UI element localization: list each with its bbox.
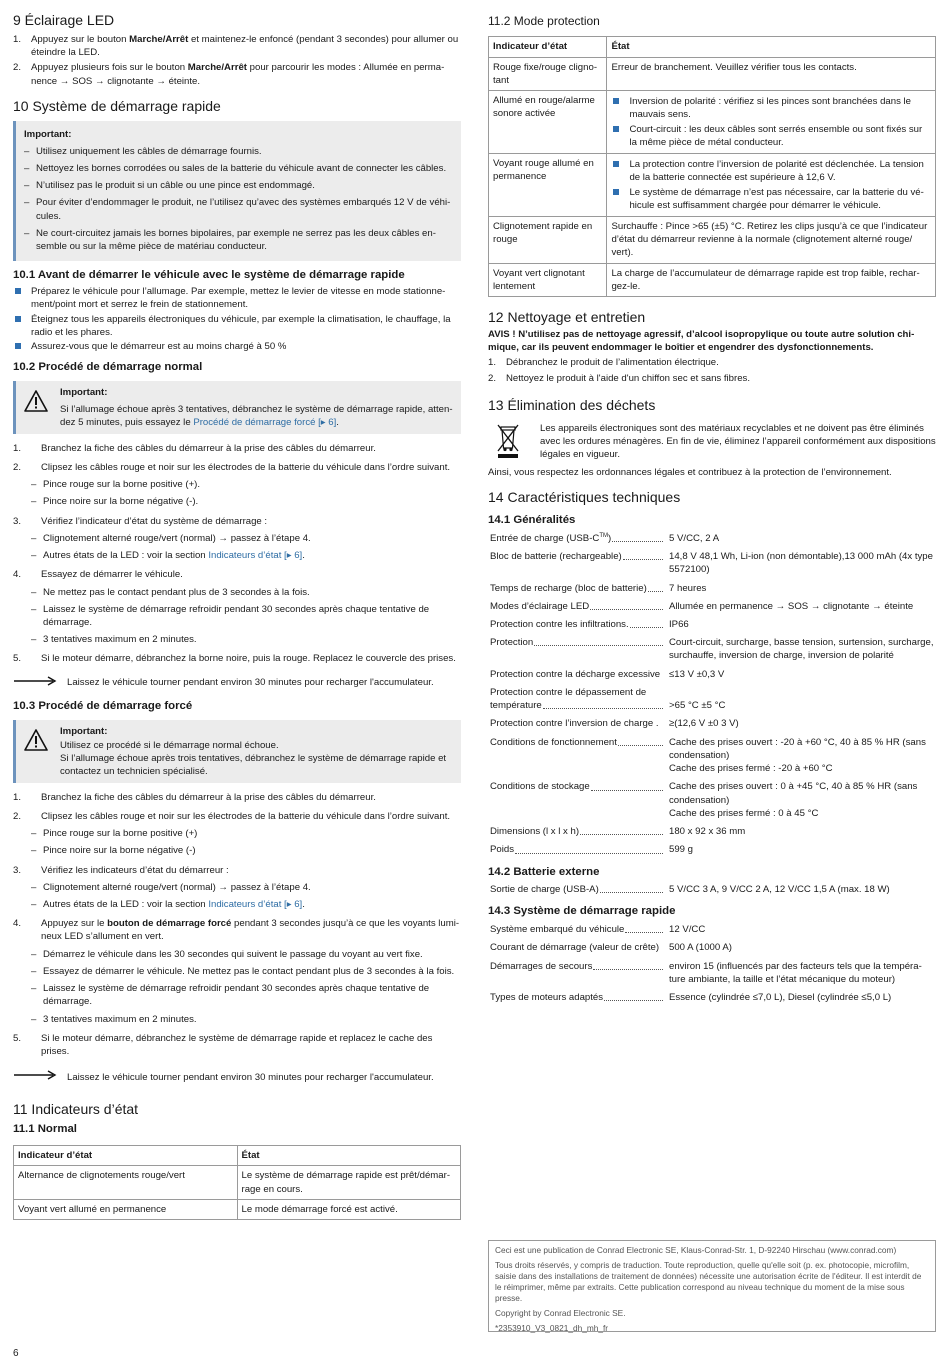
- sub-step: – Pince rouge sur la borne positive (+): [13, 827, 461, 840]
- header-cell: Indicateur d’état: [489, 37, 607, 57]
- cleaning-list: [488, 356, 936, 384]
- spec-key: [488, 548, 667, 579]
- spec-key: [488, 734, 667, 779]
- disposal-text-2: Ainsi, vous respectez les ordonnances légales et contribuez à la protection de l’environnement.: [488, 466, 892, 478]
- table-cell: Surchauffe : Pince >65 (±5) °C. Retirez les clips jusqu’à ce que l’indicateur d’état du démarreur revienne à la normale (clignotement alterné rouge/ vert).: [607, 216, 936, 263]
- spec-key: [488, 634, 667, 665]
- table-cell: Alternance de clignotements rouge/vert: [14, 1166, 238, 1199]
- step: [13, 1032, 461, 1058]
- table-row: [488, 823, 936, 841]
- item-number: 2.: [488, 372, 497, 384]
- imprint-doc-id: *2353910_V3_0821_dh_mh_fr: [495, 1322, 609, 1333]
- spec-value: ≥(12,6 V ±0 3 V): [669, 718, 739, 730]
- table-row: [488, 634, 936, 665]
- spec-key-text: Démarrages de secours: [490, 960, 593, 972]
- table-row: [489, 216, 936, 263]
- spec-key-text: Types de moteurs adaptés: [490, 992, 604, 1004]
- spec-value: Allumée en permanence → SOS → clignotante → éteinte: [669, 600, 914, 612]
- sub-step: – 3 tentatives maximum en 2 minutes.: [13, 633, 461, 646]
- step-text: Appuyez sur le: [41, 918, 108, 930]
- spec-key: [488, 921, 667, 939]
- spec-key-text: ): [607, 532, 612, 544]
- item-text: Nettoyez le produit à l'aide d'un chiffon sec et sans fibres.: [506, 372, 751, 384]
- spec-key-text: Poids: [490, 844, 514, 856]
- table-row: [488, 598, 936, 616]
- general-specs-table: [488, 530, 936, 860]
- section-9-list: [13, 33, 461, 88]
- spec-key-text: Courant de démarrage (valeur de crête): [490, 942, 660, 954]
- table-row: [488, 666, 936, 684]
- item-text: Appuyez plusieurs fois sur le bouton: [31, 62, 188, 74]
- table-header: [14, 1146, 461, 1166]
- step: [13, 791, 461, 804]
- spec-value: 12 V/CC: [669, 924, 706, 936]
- table-row: [488, 530, 936, 548]
- bullet-item: Inversion de polarité : vérifiez si les pinces sont branchées dans le mauvais sens.: [611, 95, 931, 121]
- step-text: pendant 3 secondes jusqu’à ce que les voyants lumineux LED s’allument en vert.: [41, 918, 460, 943]
- step-number: 2.: [13, 461, 22, 473]
- result-line: [13, 676, 461, 690]
- step-text: Essayez de démarrer le véhicule.: [41, 569, 183, 581]
- table-row: [488, 939, 936, 957]
- bullet-item: La protection contre l’inversion de polarité est déclenchée. La tension de la batterie connectée est supérieure à 12,6 V.: [611, 158, 931, 184]
- sub-step-text: .: [302, 550, 305, 562]
- list-item: [488, 372, 936, 385]
- sub-step: – Pince noire sur la borne négative (-).: [13, 495, 461, 508]
- disposal-block: [488, 422, 936, 464]
- step-text: Si le moteur démarre, débranchez la borne noire, puis la rouge. Replacez le couvercle des prises.: [41, 653, 456, 665]
- list-item: [13, 61, 461, 87]
- step-number: 1.: [13, 442, 22, 454]
- spec-key-text: Sortie de charge (USB-A): [490, 884, 599, 896]
- sub-step: – Pince noire sur la borne négative (-): [13, 844, 461, 857]
- box-item: – Pour éviter d’endommager le produit, ne l’utilisez qu’avec des systèmes embarqués 12 V de véhicules.: [24, 196, 453, 222]
- status-table-normal: [13, 1145, 461, 1220]
- section-13-title: 13 Élimination des déchets: [488, 396, 656, 413]
- table-row: [488, 958, 936, 989]
- spec-value: IP66: [669, 618, 689, 630]
- header-cell: État: [237, 1146, 461, 1166]
- header-cell: État: [607, 37, 936, 57]
- step: [13, 442, 461, 455]
- table-cell: Rouge fixe/rouge clignotant: [489, 57, 607, 90]
- cleaning-notice: AVIS ! N’utilisez pas de nettoyage agressif, d’alcool isopropylique ou toute autre solution chimique, car ils peuvent endommager le boîtier et engendrer des dysfonctionnements.: [488, 328, 915, 354]
- imprint-box: [488, 1240, 936, 1332]
- item-bold: Marche/Arrêt: [187, 62, 247, 74]
- jumpstart-specs-table: [488, 921, 936, 1007]
- box-text: Si l’allumage échoue après trois tentatives, débranchez le système de démarrage rapide et contactez un technicien spécialisé.: [60, 753, 447, 778]
- step: [13, 515, 461, 528]
- spec-value: 5 V/CC 3 A, 9 V/CC 2 A, 12 V/CC 1,5 A (max. 18 W): [669, 884, 890, 896]
- step-bold: bouton de démarrage forcé: [107, 918, 232, 930]
- spec-value: Court-circuit, surcharge, basse tension, surtension, surcharge, surchauffe, inversion de charge, inversion de polarité: [669, 637, 934, 662]
- item-number: 2.: [13, 62, 22, 74]
- step: [13, 810, 461, 823]
- table-cell: [607, 154, 936, 217]
- section-10-2-title: 10.2 Procédé de démarrage normal: [13, 361, 203, 374]
- sub-step: [13, 898, 461, 911]
- important-box: [13, 381, 461, 434]
- list-item: [488, 356, 936, 369]
- spec-key-text: Bloc de batterie (rechargeable): [490, 551, 622, 563]
- table-row: [488, 715, 936, 733]
- section-11-1-title: 11.1 Normal: [13, 1123, 77, 1136]
- step: [13, 568, 461, 581]
- table-row: [489, 263, 936, 296]
- spec-value-line: Cache des prises fermé : -20 à +60 °C: [669, 763, 833, 775]
- warning-triangle-icon: [24, 725, 60, 755]
- step-number: 5.: [13, 1032, 22, 1044]
- spec-key: [488, 939, 667, 957]
- box-text: Si l’allumage échoue après 3 tentatives, débranchez le système de démarrage rapide, attendez 5 minutes, puis essayez le: [60, 404, 453, 429]
- left-column: [13, 12, 461, 1228]
- sub-step: – Clignotement alterné rouge/vert (normal) → passez à l’étape 4.: [13, 881, 461, 894]
- table-row: [489, 154, 936, 217]
- sub-step: – Laissez le système de démarrage refroidir pendant 30 secondes après chaque tentative de démarrage.: [13, 603, 461, 629]
- table-row: [14, 1166, 461, 1199]
- spec-value: 5 V/CC, 2 A: [669, 532, 720, 544]
- spec-value: 14,8 V 48,1 Wh, Li-ion (non démontable),13 000 mAh (4x type 5572100): [669, 551, 933, 576]
- section-9-title: 9 Éclairage LED: [13, 12, 115, 28]
- step-text: Clipsez les câbles rouge et noir sur les électrodes de la batterie du véhicule dans l’ordre suivant.: [41, 810, 451, 822]
- spec-key-text: Conditions de fonctionnement: [490, 736, 617, 748]
- spec-key-text: Protection: [490, 637, 534, 649]
- forced-start-link[interactable]: Procédé de démarrage forcé [▸ 6]: [193, 417, 337, 429]
- sub-step-text: Autres états de la LED : voir la section: [43, 898, 209, 910]
- sub-step-text: Autres états de la LED : voir la section: [43, 550, 209, 562]
- spec-key-text: température: [490, 700, 542, 712]
- bullet-item: Assurez-vous que le démarreur est au moins chargé à 50 %: [13, 340, 461, 353]
- spec-value: 180 x 92 x 36 mm: [669, 826, 746, 838]
- spec-key-text: Protection contre l’inversion de charge .: [490, 718, 659, 730]
- sub-step: – Essayez de démarrer le véhicule. Ne mettez pas le contact pendant plus de 3 secondes à la fois.: [13, 965, 461, 978]
- box-title: Important:: [24, 128, 72, 140]
- box-title: Important:: [60, 725, 108, 737]
- spec-key: [488, 666, 667, 684]
- step: [13, 917, 461, 943]
- imprint-publisher: Ceci est une publication de Conrad Electronic SE, Klaus-Conrad-Str. 1, D-92240 Hirschau (www.conrad.com): [495, 1245, 897, 1255]
- bullet-item: Préparez le véhicule pour l’allumage. Par exemple, mettez le levier de vitesse en mode stationnement/point mort et serrez le frein de stationnement.: [13, 285, 461, 311]
- sub-step-text: .: [302, 898, 305, 910]
- crossed-bin-icon: [488, 422, 540, 464]
- bullet-item: Éteignez tous les appareils électroniques du véhicule, par exemple la climatisation, le chauffage, la radio et les phares.: [13, 313, 461, 339]
- table-header: [489, 37, 936, 57]
- bullet-item: Court-circuit : les deux câbles sont serrés ensemble ou sont fixés sur la même pièce de métal conducteur.: [611, 123, 931, 149]
- item-text: Débranchez le produit de l’alimentation électrique.: [506, 357, 719, 369]
- spec-key: [488, 881, 667, 899]
- section-14-3-title: 14.3 Système de démarrage rapide: [488, 905, 676, 918]
- box-title: Important:: [60, 386, 108, 398]
- spec-key-text: Dimensions (l x l x h): [490, 826, 580, 838]
- item-bold: Marche/Arrêt: [129, 33, 189, 45]
- spec-key-text: Système embarqué du véhicule: [490, 924, 625, 936]
- table-row: [14, 1199, 461, 1219]
- battery-specs-table: [488, 881, 936, 899]
- step-number: 5.: [13, 653, 22, 665]
- step-text: Branchez la fiche des câbles du démarreur à la prise des câbles du démarreur.: [41, 791, 376, 803]
- section-10-3-title: 10.3 Procédé de démarrage forcé: [13, 699, 193, 712]
- table-row: [488, 580, 936, 598]
- box-item: – Utilisez uniquement les câbles de démarrage fournis.: [24, 145, 453, 158]
- table-row: [488, 778, 936, 823]
- result-text: Laissez le véhicule tourner pendant environ 30 minutes pour recharger l'accumulateur.: [67, 677, 434, 689]
- box-item: – N’utilisez pas le produit si un câble ou une pince est endommagé.: [24, 179, 453, 192]
- spec-key: [488, 823, 667, 841]
- spec-value: >65 °C ±5 °C: [669, 700, 726, 712]
- sub-step: – Laissez le système de démarrage refroidir pendant 30 secondes après chaque tentative de démarrage.: [13, 982, 461, 1008]
- spec-key-text: Protection contre les infiltrations.: [490, 618, 629, 630]
- spec-value: ≤13 V ±0,3 V: [669, 668, 725, 680]
- spec-key: [488, 778, 667, 823]
- box-text: Utilisez ce procédé si le démarrage normal échoue.: [60, 739, 279, 751]
- spec-value: [667, 778, 936, 823]
- sub-step: – Démarrez le véhicule dans les 30 secondes qui suivent le passage du voyant au vert fixe.: [13, 948, 461, 961]
- sub-step: [13, 549, 461, 562]
- table-cell: Clignotement rapide en rouge: [489, 216, 607, 263]
- table-row: [489, 91, 936, 154]
- spec-key: [488, 616, 667, 634]
- spec-key: [488, 989, 667, 1007]
- step-text: Vérifiez les indicateurs d’état du démarreur :: [41, 864, 229, 876]
- spec-value: [667, 734, 936, 779]
- disposal-text: Les appareils électroniques sont des matériaux recyclables et ne doivent pas être éliminés avec les ordures ménagères. En fin de vie, éliminez l’appareil conformément aux dispositions légales en vigueur.: [540, 422, 936, 461]
- spec-key-text: Conditions de stockage: [490, 781, 590, 793]
- section-14-1-title: 14.1 Généralités: [488, 513, 576, 526]
- section-10-1-title: 10.1 Avant de démarrer le véhicule avec le système de démarrage rapide: [13, 269, 405, 282]
- item-text: et maintenez-le enfoncé (pendant 3 secondes) pour allumer ou éteindre la LED.: [31, 33, 459, 59]
- item-text: pour parcourir les modes : Allumée en permanence → SOS → clignotante → éteinte.: [31, 62, 445, 87]
- step-text: Vérifiez l’indicateur d’état du système de démarrage :: [41, 515, 268, 527]
- step-text: Branchez la fiche des câbles du démarreur à la prise des câbles du démarreur.: [41, 442, 376, 454]
- list-item: [13, 33, 461, 59]
- spec-value: environ 15 (influencés par des facteurs tels que la température ambiante, la taille et l’état mécanique du moteur): [669, 960, 922, 985]
- important-box: [13, 720, 461, 783]
- spec-value-line: Cache des prises fermé : 0 à 45 °C: [669, 807, 819, 819]
- spec-value: 7 heures: [669, 582, 707, 594]
- result-text: Laissez le véhicule tourner pendant environ 30 minutes pour recharger l'accumulateur.: [67, 1071, 434, 1083]
- trademark-superscript: TM: [599, 532, 608, 539]
- spec-key-text: Entrée de charge (USB-C: [490, 532, 600, 544]
- step-text: Clipsez les câbles rouge et noir sur les électrodes de la batterie du véhicule dans l’ordre suivant.: [41, 461, 451, 473]
- imprint-copyright: Copyright by Conrad Electronic SE.: [495, 1307, 626, 1318]
- step-number: 3.: [13, 515, 22, 527]
- spec-key-text: Protection contre le dépassement de: [490, 686, 647, 698]
- spec-value: Essence (cylindrée ≤7,0 L), Diesel (cylindrée ≤5,0 L): [669, 992, 892, 1004]
- result-line: [13, 1070, 461, 1084]
- sub-step: – Ne mettez pas le contact pendant plus de 3 secondes à la fois.: [13, 586, 461, 599]
- important-box: [13, 121, 461, 262]
- table-cell: La charge de l’accumulateur de démarrage rapide est trop faible, rechargez-le.: [607, 263, 936, 296]
- table-cell: Voyant rouge allumé en permanence: [489, 154, 607, 217]
- spec-key-text: Protection contre la décharge excessive: [490, 668, 661, 680]
- item-text: Appuyez sur le bouton: [31, 33, 130, 45]
- warning-triangle-icon: [24, 386, 60, 416]
- box-item: – Ne court-circuitez jamais les bornes bipolaires, par exemple ne serrez pas les deux câbles ensemble ou sur la même pièce de matériau conducteur.: [24, 227, 453, 253]
- table-row: [488, 989, 936, 1007]
- spec-key: [488, 598, 667, 616]
- step: [13, 864, 461, 877]
- sub-step: – 3 tentatives maximum en 2 minutes.: [13, 1013, 461, 1026]
- step-number: 4.: [13, 569, 22, 581]
- step-number: 1.: [13, 791, 22, 803]
- spec-key: [488, 958, 667, 989]
- spec-key: [488, 684, 667, 715]
- table-row: [488, 841, 936, 859]
- section-14-title: 14 Caractéristiques techniques: [488, 489, 681, 506]
- table-row: [488, 734, 936, 779]
- step-number: 4.: [13, 918, 22, 930]
- spec-key: [488, 580, 667, 598]
- status-indicators-link[interactable]: Indicateurs d’état [▸ 6]: [208, 898, 303, 910]
- table-row: [488, 921, 936, 939]
- table-row: [488, 548, 936, 579]
- spec-key-text: Modes d’éclairage LED: [490, 600, 590, 612]
- section-11-title: 11 Indicateurs d’état: [13, 1100, 139, 1117]
- table-cell: Voyant vert allumé en permanence: [14, 1199, 238, 1219]
- spec-key: [488, 841, 667, 859]
- table-cell: Le système de démarrage rapide est prêt/démarrage en cours.: [237, 1166, 461, 1199]
- spec-key: [488, 530, 667, 548]
- result-arrow-icon: [13, 676, 67, 690]
- item-number: 1.: [488, 357, 497, 369]
- table-row: [488, 684, 936, 715]
- section-10-title: 10 Système de démarrage rapide: [13, 97, 221, 114]
- sub-step: – Pince rouge sur la borne positive (+).: [13, 478, 461, 491]
- header-cell: Indicateur d’état: [14, 1146, 238, 1166]
- step-number: 3.: [13, 864, 22, 876]
- right-column: [488, 12, 936, 1013]
- table-cell: Erreur de branchement. Veuillez vérifier tous les contacts.: [607, 57, 936, 90]
- sub-step: – Clignotement alterné rouge/vert (normal) → passez à l’étape 4.: [13, 532, 461, 545]
- imprint-rights: Tous droits réservés, y compris de traduction. Toute reproduction, quelle qu'elle soit (p. ex. photocopie, microfilm, saisie dans des installations de traitement de données) nécessite une autorisation écrite de l'éditeur. Il est interdit de le réimprimer, même par extraits. Cette publication correspond au niveau technique du moment de la mise sous presse.: [495, 1259, 922, 1303]
- box-text: .: [336, 417, 339, 429]
- table-row: [488, 881, 936, 899]
- table-cell: Le mode démarrage forcé est activé.: [237, 1199, 461, 1219]
- spec-value: 599 g: [669, 844, 694, 856]
- spec-value-line: Cache des prises ouvert : -20 à +60 °C, 40 à 85 % HR (sans condensation): [669, 736, 926, 761]
- table-row: [489, 57, 936, 90]
- status-table-protection: [488, 36, 936, 297]
- item-number: 1.: [13, 33, 22, 45]
- result-arrow-icon: [13, 1070, 67, 1084]
- step: [13, 461, 461, 474]
- table-cell: Allumé en rouge/alarme sonore activée: [489, 91, 607, 154]
- step-text: Si le moteur démarre, débranchez le système de démarrage rapide et replacez le cache des prises.: [41, 1032, 433, 1058]
- section-14-2-title: 14.2 Batterie externe: [488, 865, 600, 878]
- bullet-item: Le système de démarrage n’est pas nécessaire, car la batterie du véhicule est suffisamment chargée pour démarrer le véhicule.: [611, 186, 931, 212]
- spec-key: [488, 715, 667, 733]
- section-12-title: 12 Nettoyage et entretien: [488, 309, 646, 326]
- table-cell: [607, 91, 936, 154]
- box-item: – Nettoyez les bornes corrodées ou sales de la batterie du véhicule avant de connecter les câbles.: [24, 162, 453, 175]
- step: [13, 652, 461, 665]
- section-11-2-title: 11.2 Mode protection: [488, 14, 600, 28]
- status-indicators-link[interactable]: Indicateurs d’état [▸ 6]: [208, 550, 303, 562]
- table-row: [488, 616, 936, 634]
- spec-value: 500 A (1000 A): [669, 942, 732, 954]
- step-number: 2.: [13, 810, 22, 822]
- page-number: 6: [13, 1348, 19, 1359]
- table-cell: Voyant vert clignotant lentement: [489, 263, 607, 296]
- spec-key-text: Temps de recharge (bloc de batterie): [490, 582, 647, 594]
- spec-value-line: Cache des prises ouvert : 0 à +45 °C, 40 à 85 % HR (sans condensation): [669, 781, 918, 806]
